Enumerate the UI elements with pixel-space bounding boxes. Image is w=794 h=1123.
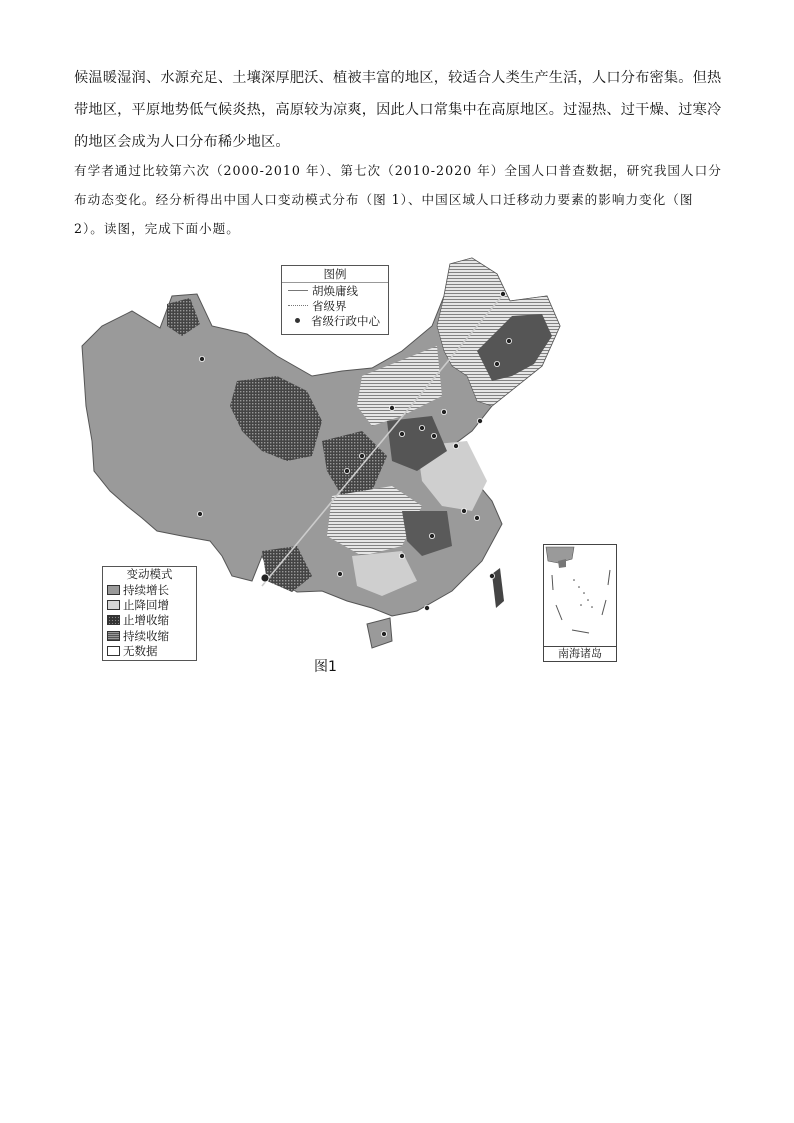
figure-caption: 图1 xyxy=(314,659,337,675)
legend-item-continuous-shrink xyxy=(103,628,196,643)
legend-label: 持续增长 xyxy=(123,582,169,597)
inset-map xyxy=(544,545,616,645)
legend-label: 持续收缩 xyxy=(123,628,169,643)
swatch-icon xyxy=(107,585,120,595)
map-legend xyxy=(281,265,389,335)
legend-item-province-border xyxy=(282,298,388,313)
swatch-icon xyxy=(107,615,120,625)
legend-label: 胡焕庸线 xyxy=(312,283,358,298)
legend-label: 止降回增 xyxy=(123,597,169,612)
south-china-sea-inset xyxy=(543,544,617,662)
intro-paragraph: 候温暖湿润、水源充足、土壤深厚肥沃、植被丰富的地区，较适合人类生产生活，人口分布密集。但热带地区，平原地势低气候炎热，高原较为凉爽，因此人口常集中在高原地区。过湿热、过干燥、过寒冷的地区会成为人口分布稀少地区。 xyxy=(74,70,722,150)
change-mode-legend xyxy=(102,566,197,661)
hainan-island xyxy=(367,618,392,648)
legend-title: 图例 xyxy=(282,266,388,283)
swatch-icon xyxy=(107,646,120,656)
legend-item-rebound xyxy=(103,597,196,612)
line-symbol-icon xyxy=(288,290,308,291)
inset-label: 南海诸岛 xyxy=(544,646,616,661)
legend-item-no-data xyxy=(103,643,196,658)
question-paragraph: 有学者通过比较第六次（2000-2010 年）、第七次（2010-2020 年）全国人口普查数据，研究我国人口分布动态变化。经分析得出中国人口变动模式分布（图 1）、中国区域人口迁移动力要素的影响力变化（图 2）。读图，完成下面小题。 xyxy=(74,163,722,236)
legend-label: 止增收缩 xyxy=(123,613,169,628)
legend-label: 无数据 xyxy=(123,643,158,658)
legend-item-capital xyxy=(282,313,388,328)
legend-item-growth xyxy=(103,582,196,597)
dot-symbol-icon xyxy=(295,318,300,323)
legend-label: 省级行政中心 xyxy=(311,313,380,328)
legend-label: 省级界 xyxy=(312,298,347,313)
legend-item-shrink-after-growth xyxy=(103,613,196,628)
dotted-line-symbol-icon xyxy=(288,305,308,306)
swatch-icon xyxy=(107,600,120,610)
legend-item-hu-line xyxy=(282,283,388,298)
legend-title: 变动模式 xyxy=(126,567,173,581)
swatch-icon xyxy=(107,631,120,641)
